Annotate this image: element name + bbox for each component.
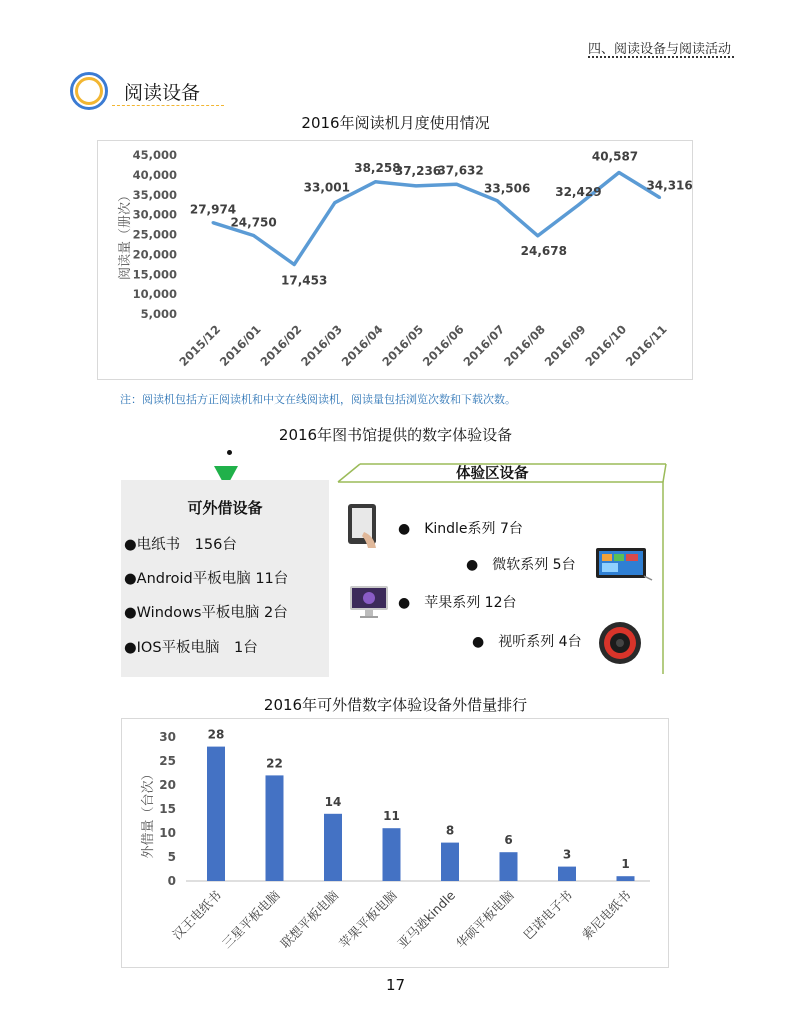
chart1-title: 2016年阅读机月度使用情况	[301, 114, 490, 132]
x-tick-label: 2015/12	[176, 322, 224, 370]
y-tick-label: 15	[159, 802, 176, 816]
x-tick-label: 索尼电纸书	[578, 887, 634, 943]
x-tick-label: 2016/07	[460, 322, 508, 370]
x-tick-label: 三星平板电脑	[218, 887, 283, 952]
imac-image-icon	[348, 584, 390, 620]
data-label: 11	[383, 809, 400, 824]
y-tick-label: 45,000	[132, 148, 177, 162]
y-tick-label: 10	[159, 826, 176, 840]
data-label: 37,236	[394, 163, 442, 178]
experience-item: ● 视听系列 4台	[472, 634, 582, 650]
data-label: 33,001	[303, 180, 350, 195]
y-tick-label: 25	[159, 754, 176, 768]
loan-item: ●Android平板电脑 11台	[124, 571, 289, 587]
y-axis-label: 外借量（台次）	[141, 767, 156, 859]
loan-item: ●Windows平板电脑 2台	[124, 605, 288, 621]
data-point	[415, 184, 418, 187]
chart1-line-chart	[0, 0, 791, 400]
data-label: 1	[621, 857, 630, 872]
y-tick-label: 5,000	[140, 307, 177, 321]
data-label: 8	[445, 823, 455, 838]
y-tick-label: 20	[159, 778, 176, 792]
kindle-image-icon	[346, 502, 380, 550]
y-tick-label: 30,000	[132, 207, 177, 222]
y-tick-label: 25,000	[132, 227, 177, 242]
data-label: 6	[504, 833, 513, 848]
y-tick-label: 10,000	[132, 287, 177, 302]
data-label: 3	[562, 847, 572, 862]
x-tick-label: 联想平板电脑	[277, 887, 342, 952]
x-tick-label: 2016/08	[501, 322, 548, 370]
chart2-title: 2016年可外借数字体验设备外借量排行	[263, 696, 528, 714]
bar	[383, 828, 401, 881]
x-tick-label: 华硕平板电脑	[452, 887, 517, 952]
data-label: 33,506	[484, 181, 531, 196]
chart1-note: 注：阅读机包括方正阅读机和中文在线阅读机，阅读量包括浏览次数和下载次数。	[120, 393, 516, 406]
data-point	[658, 196, 661, 199]
data-point	[212, 221, 215, 224]
x-tick-label: 2016/03	[298, 322, 345, 370]
bar	[617, 876, 635, 881]
bar	[207, 747, 225, 881]
data-label: 14	[324, 794, 342, 809]
data-point	[252, 234, 255, 237]
y-tick-label: 5	[167, 850, 176, 864]
y-tick-label: 15,000	[132, 267, 177, 282]
chart2-bar-chart	[0, 700, 791, 970]
bar	[266, 775, 284, 881]
experience-item: ● 苹果系列 12台	[398, 595, 517, 611]
y-axis-label: 阅读量（册次）	[118, 188, 133, 281]
bar	[500, 852, 518, 881]
experience-frame-line	[663, 464, 666, 482]
speaker-image-icon	[597, 620, 643, 666]
data-label: 24,678	[520, 243, 567, 258]
x-tick-label: 2016/04	[338, 322, 386, 370]
section-title: 阅读设备	[124, 82, 201, 104]
data-point	[455, 183, 458, 186]
surface-image-icon	[594, 546, 656, 582]
page-number: 17	[385, 976, 406, 994]
data-point	[496, 199, 499, 202]
data-label: 37,632	[437, 163, 484, 178]
data-point	[577, 203, 580, 206]
experience-item: ● 微软系列 5台	[466, 557, 576, 573]
x-tick-label: 苹果平板电脑	[335, 887, 400, 952]
data-label: 32,429	[555, 184, 602, 199]
data-label: 24,750	[230, 215, 277, 230]
x-tick-label: 2016/06	[419, 322, 467, 370]
x-tick-label: 2016/11	[622, 322, 670, 370]
experience-devices-title: 体验区设备	[456, 466, 529, 482]
y-tick-label: 40,000	[132, 167, 177, 182]
devices-title: 2016年图书馆提供的数字体验设备	[278, 426, 513, 444]
loan-devices-title: 可外借设备	[187, 499, 263, 517]
data-label: 27,974	[189, 202, 237, 217]
running-header: 四、阅读设备与阅读活动	[587, 42, 731, 57]
data-point	[333, 201, 336, 204]
loan-item: ●IOS平板电脑 1台	[124, 640, 258, 656]
x-tick-label: 2016/05	[379, 322, 427, 370]
data-label: 17,453	[281, 273, 328, 288]
bar	[324, 814, 342, 881]
bullet-dot	[227, 450, 232, 455]
x-tick-label: 亚马逊kindle	[394, 887, 459, 952]
x-tick-label: 汉王电纸书	[169, 887, 225, 943]
bar	[558, 867, 576, 881]
data-label: 40,587	[591, 149, 639, 164]
y-tick-label: 30	[159, 730, 176, 744]
x-tick-label: 2016/09	[541, 322, 589, 370]
data-point	[618, 171, 621, 174]
data-point	[374, 180, 377, 183]
loan-item: ●电纸书 156台	[124, 537, 237, 553]
data-point	[536, 234, 539, 237]
data-label: 34,316	[646, 178, 693, 193]
data-label: 22	[266, 756, 283, 771]
x-tick-label: 巴诺电子书	[520, 887, 576, 943]
data-point	[293, 263, 296, 266]
bar	[441, 843, 459, 881]
y-tick-label: 20,000	[132, 247, 177, 262]
experience-item: ● Kindle系列 7台	[398, 521, 523, 537]
y-tick-label: 0	[167, 874, 176, 888]
x-tick-label: 2016/02	[257, 322, 305, 370]
experience-frame-line	[338, 464, 360, 482]
data-label: 28	[207, 727, 225, 742]
y-tick-label: 35,000	[132, 187, 177, 202]
x-tick-label: 2016/01	[216, 322, 264, 370]
x-tick-label: 2016/10	[582, 322, 630, 370]
data-label: 38,258	[354, 160, 401, 175]
